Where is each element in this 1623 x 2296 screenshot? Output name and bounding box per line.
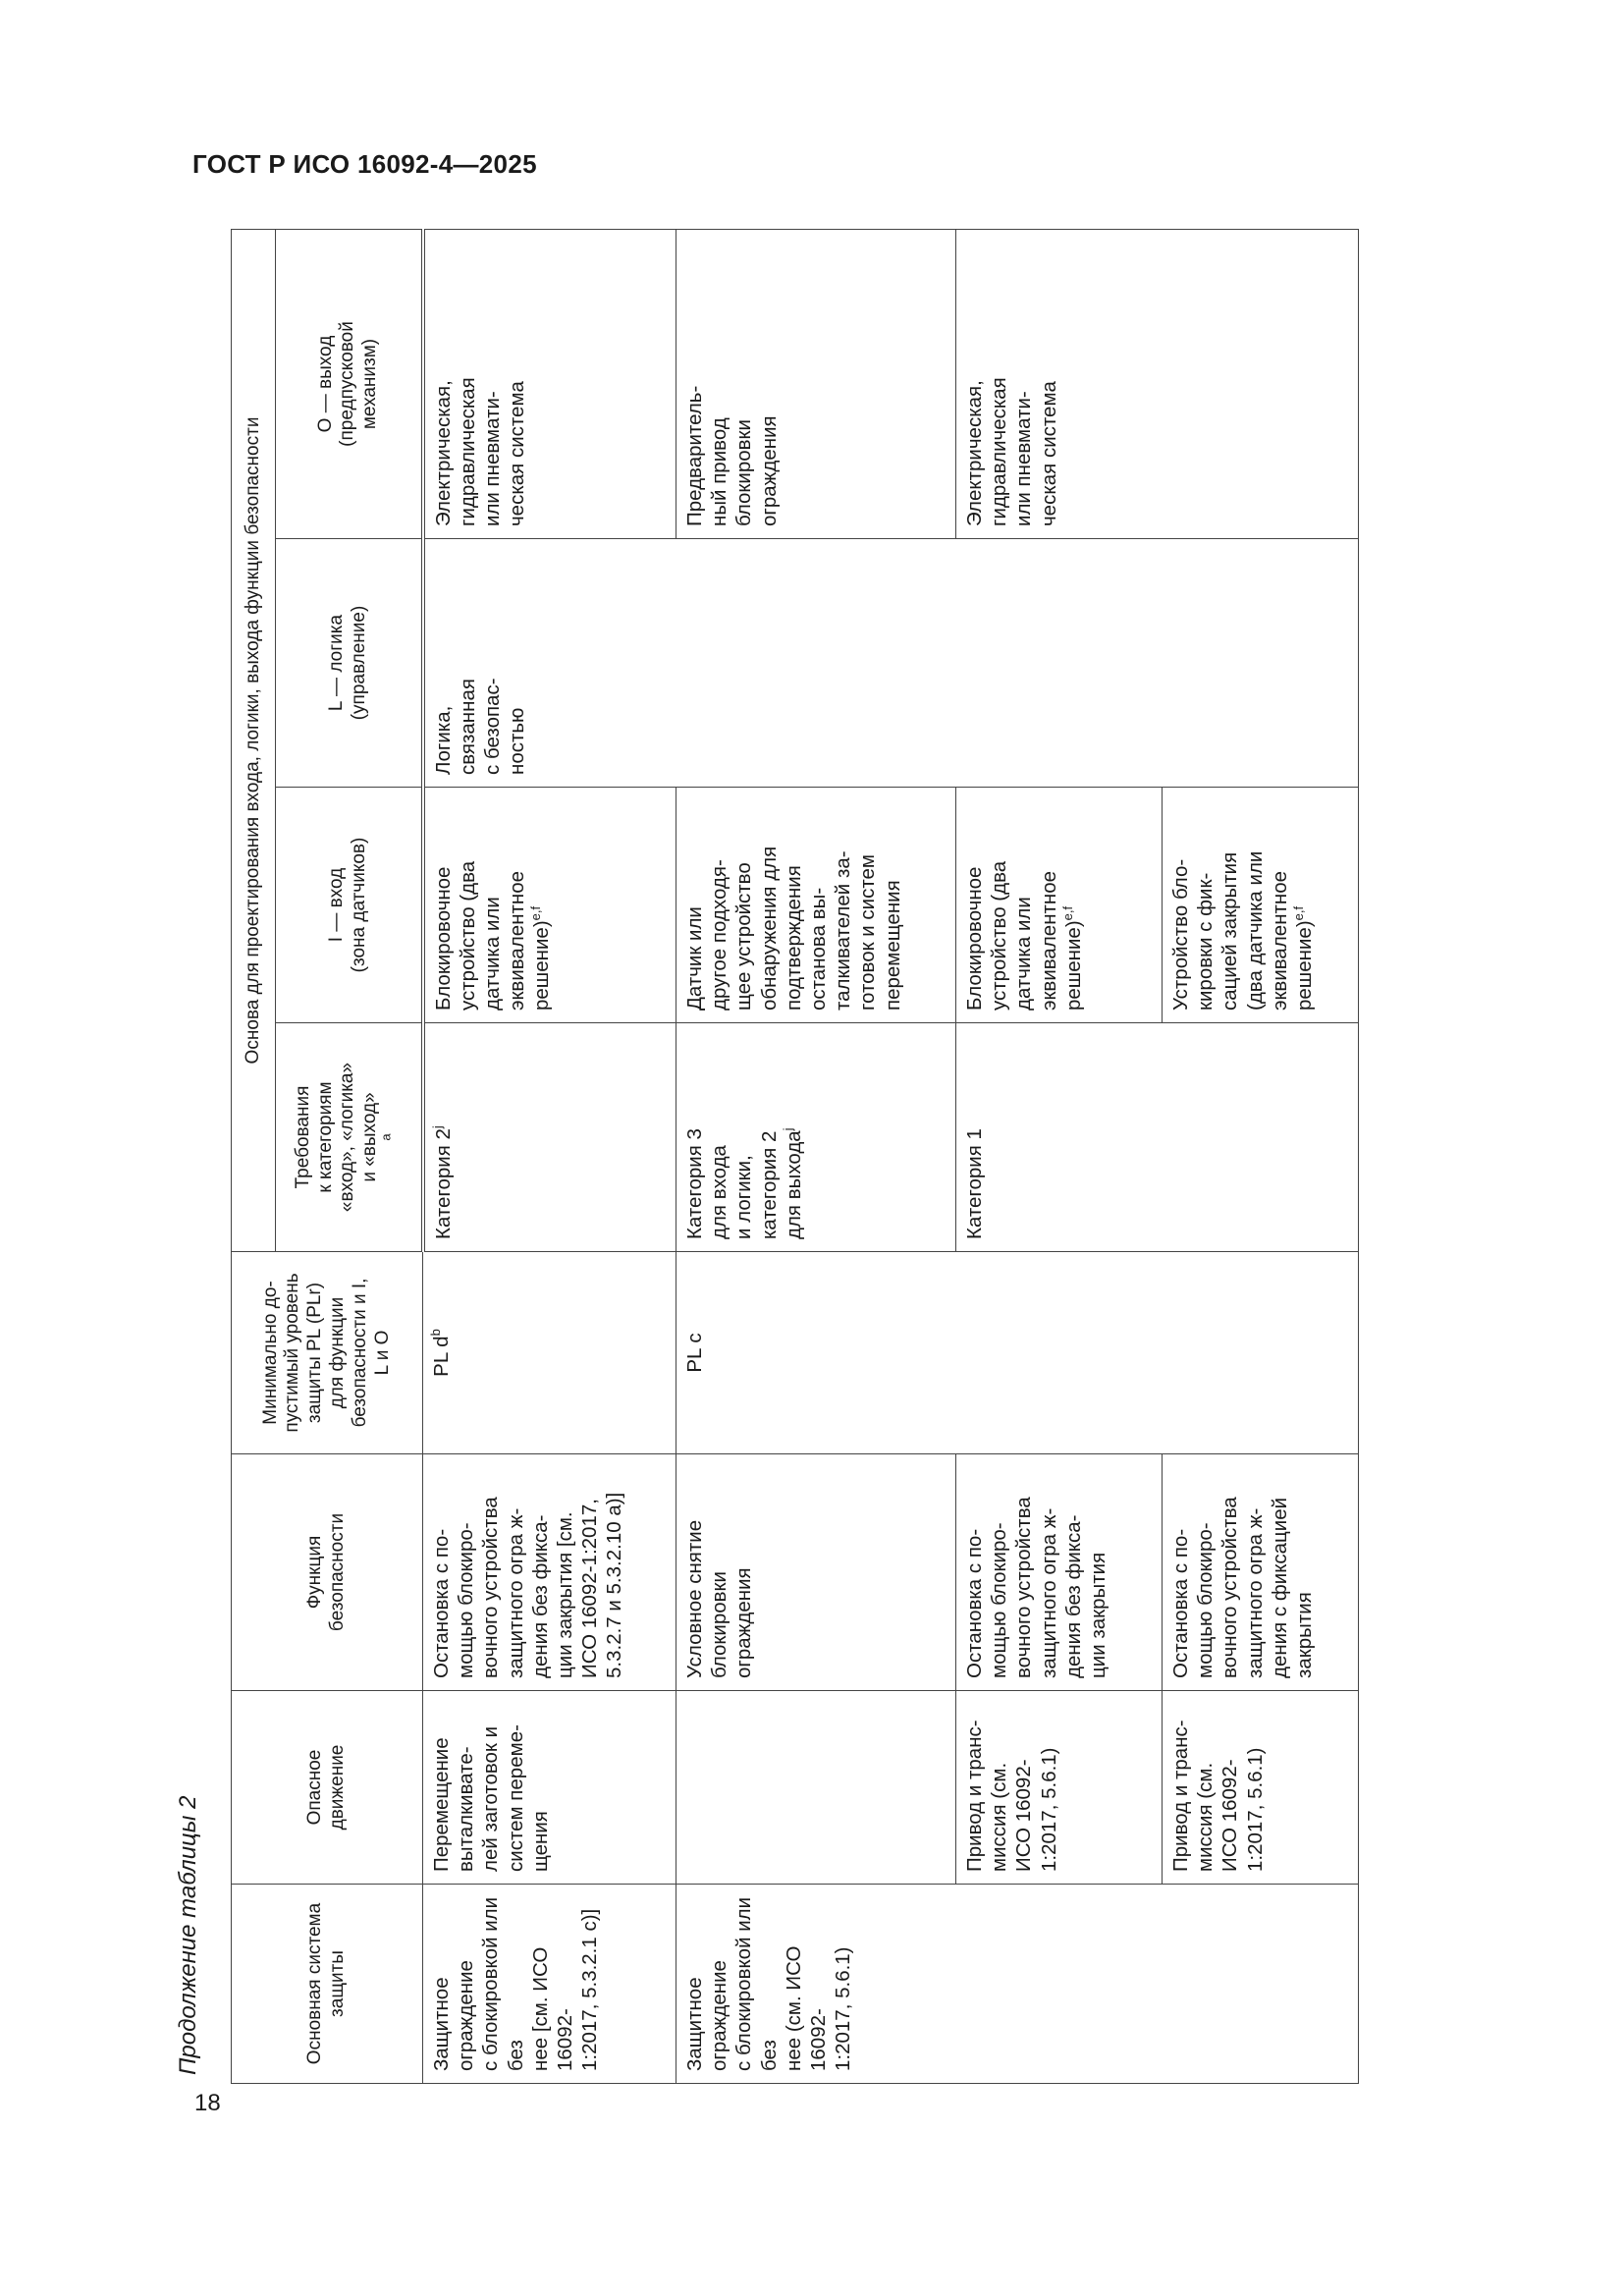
cell-pl: PL $d^b$ bbox=[423, 1252, 676, 1454]
cell-system: Защитное ограждение с блокировкой или без нее (см. ИСО 16092- 1:2017, 5.6.1) bbox=[676, 1885, 1359, 2084]
cell-pl: PL c bbox=[676, 1252, 1359, 1454]
page-number: 18 bbox=[194, 2090, 221, 2116]
cell-input: Блокировочное устройство (два датчика или эквивалентное решение)$^{e,f}$ bbox=[956, 788, 1163, 1023]
header-logic: L — логика (управление) bbox=[276, 539, 423, 788]
cell-motion: Привод и транс- миссия (см. ИСО 16092- 1:2017, 5.6.1) bbox=[956, 1691, 1163, 1885]
cell-motion: Привод и транс- миссия (см. ИСО 16092- 1:2017, 5.6.1) bbox=[1163, 1691, 1359, 1885]
cell-input: Датчик или другое подходя- щее устройство обнаружения для подтверждения останова вы- талкивателей за- готовок и систем перемещения bbox=[676, 788, 956, 1023]
cell-output: Электрическая, гидравлическая или пневмати- ческая система bbox=[956, 230, 1359, 539]
document-header-title: ГОСТ Р ИСО 16092-4—2025 bbox=[192, 149, 537, 179]
header-protection-system: Основная система защиты bbox=[232, 1885, 423, 2084]
header-safety-function: Функция безопасности bbox=[232, 1454, 423, 1691]
header-output: O — выход (предпусковой механизм) bbox=[276, 230, 423, 539]
cell-category: Категория 1 bbox=[956, 1023, 1359, 1252]
cell-function: Остановка с по- мощью блокиро- вочного устройства защитного огра ж- дения с фиксацией закрытия bbox=[1163, 1454, 1359, 1691]
cell-input: Блокировочное устройство (два датчика или эквивалентное решение)$^{e,f}$ bbox=[423, 788, 676, 1023]
cell-function: Условное снятие блокировки ограждения bbox=[676, 1454, 956, 1691]
header-input: I — вход (зона датчиков) bbox=[276, 788, 423, 1023]
cell-system: Защитное ограждение с блокировкой или без нее [см. ИСО 16092- 1:2017, 5.3.2.1 c)] bbox=[423, 1885, 676, 2084]
table-caption: Продолжение таблицы 2 bbox=[175, 1795, 201, 2075]
header-category-requirements: Требования к категориям «вход», «логика» и «выход» $^a$ bbox=[276, 1023, 423, 1252]
cell-category: Категория 3 для входа и логики, категория 2 для выхода$^j$ bbox=[676, 1023, 956, 1252]
header-min-pl: Минимально до- пустимый уровень защиты PL (PLr) для функции безопасности и I, L и O bbox=[232, 1252, 423, 1454]
safety-table bbox=[231, 229, 1359, 2084]
header-design-basis-group: Основа для проектирования входа, логики, выхода функции безопасности bbox=[232, 230, 276, 1252]
cell-output: Предваритель- ный привод блокировки ограждения bbox=[676, 230, 956, 539]
cell-output: Электрическая, гидравлическая или пневмати- ческая система bbox=[423, 230, 676, 539]
cell-motion bbox=[676, 1691, 956, 1885]
cell-category: Категория 2$^j$ bbox=[423, 1023, 676, 1252]
table-header-row-1 bbox=[232, 230, 276, 2084]
table-row bbox=[676, 230, 956, 2084]
header-hazardous-motion: Опасное движение bbox=[232, 1691, 423, 1885]
cell-input: Устройство бло- кировки с фик- сацией закрытия (два датчика или эквивалентное решение)$^{e,f}$ bbox=[1163, 788, 1359, 1023]
cell-motion: Перемещение выталкивате- лей заготовок и систем переме- щения bbox=[423, 1691, 676, 1885]
cell-function: Остановка с по- мощью блокиро- вочного устройства защитного огра ж- дения без фикса- ции закрытия bbox=[956, 1454, 1163, 1691]
table-container bbox=[231, 230, 1350, 2084]
cell-logic: Логика, связанная с безопас- ностью bbox=[423, 539, 1359, 788]
table-row bbox=[423, 230, 676, 2084]
table-row bbox=[956, 230, 1163, 2084]
cell-function: Остановка с по- мощью блокиро- вочного устройства защитного огра ж- дения без фикса- ции закрытия [см. ИСО 16092-1:2017, 5.3.2.7 и 5.3.2.10 a)] bbox=[423, 1454, 676, 1691]
